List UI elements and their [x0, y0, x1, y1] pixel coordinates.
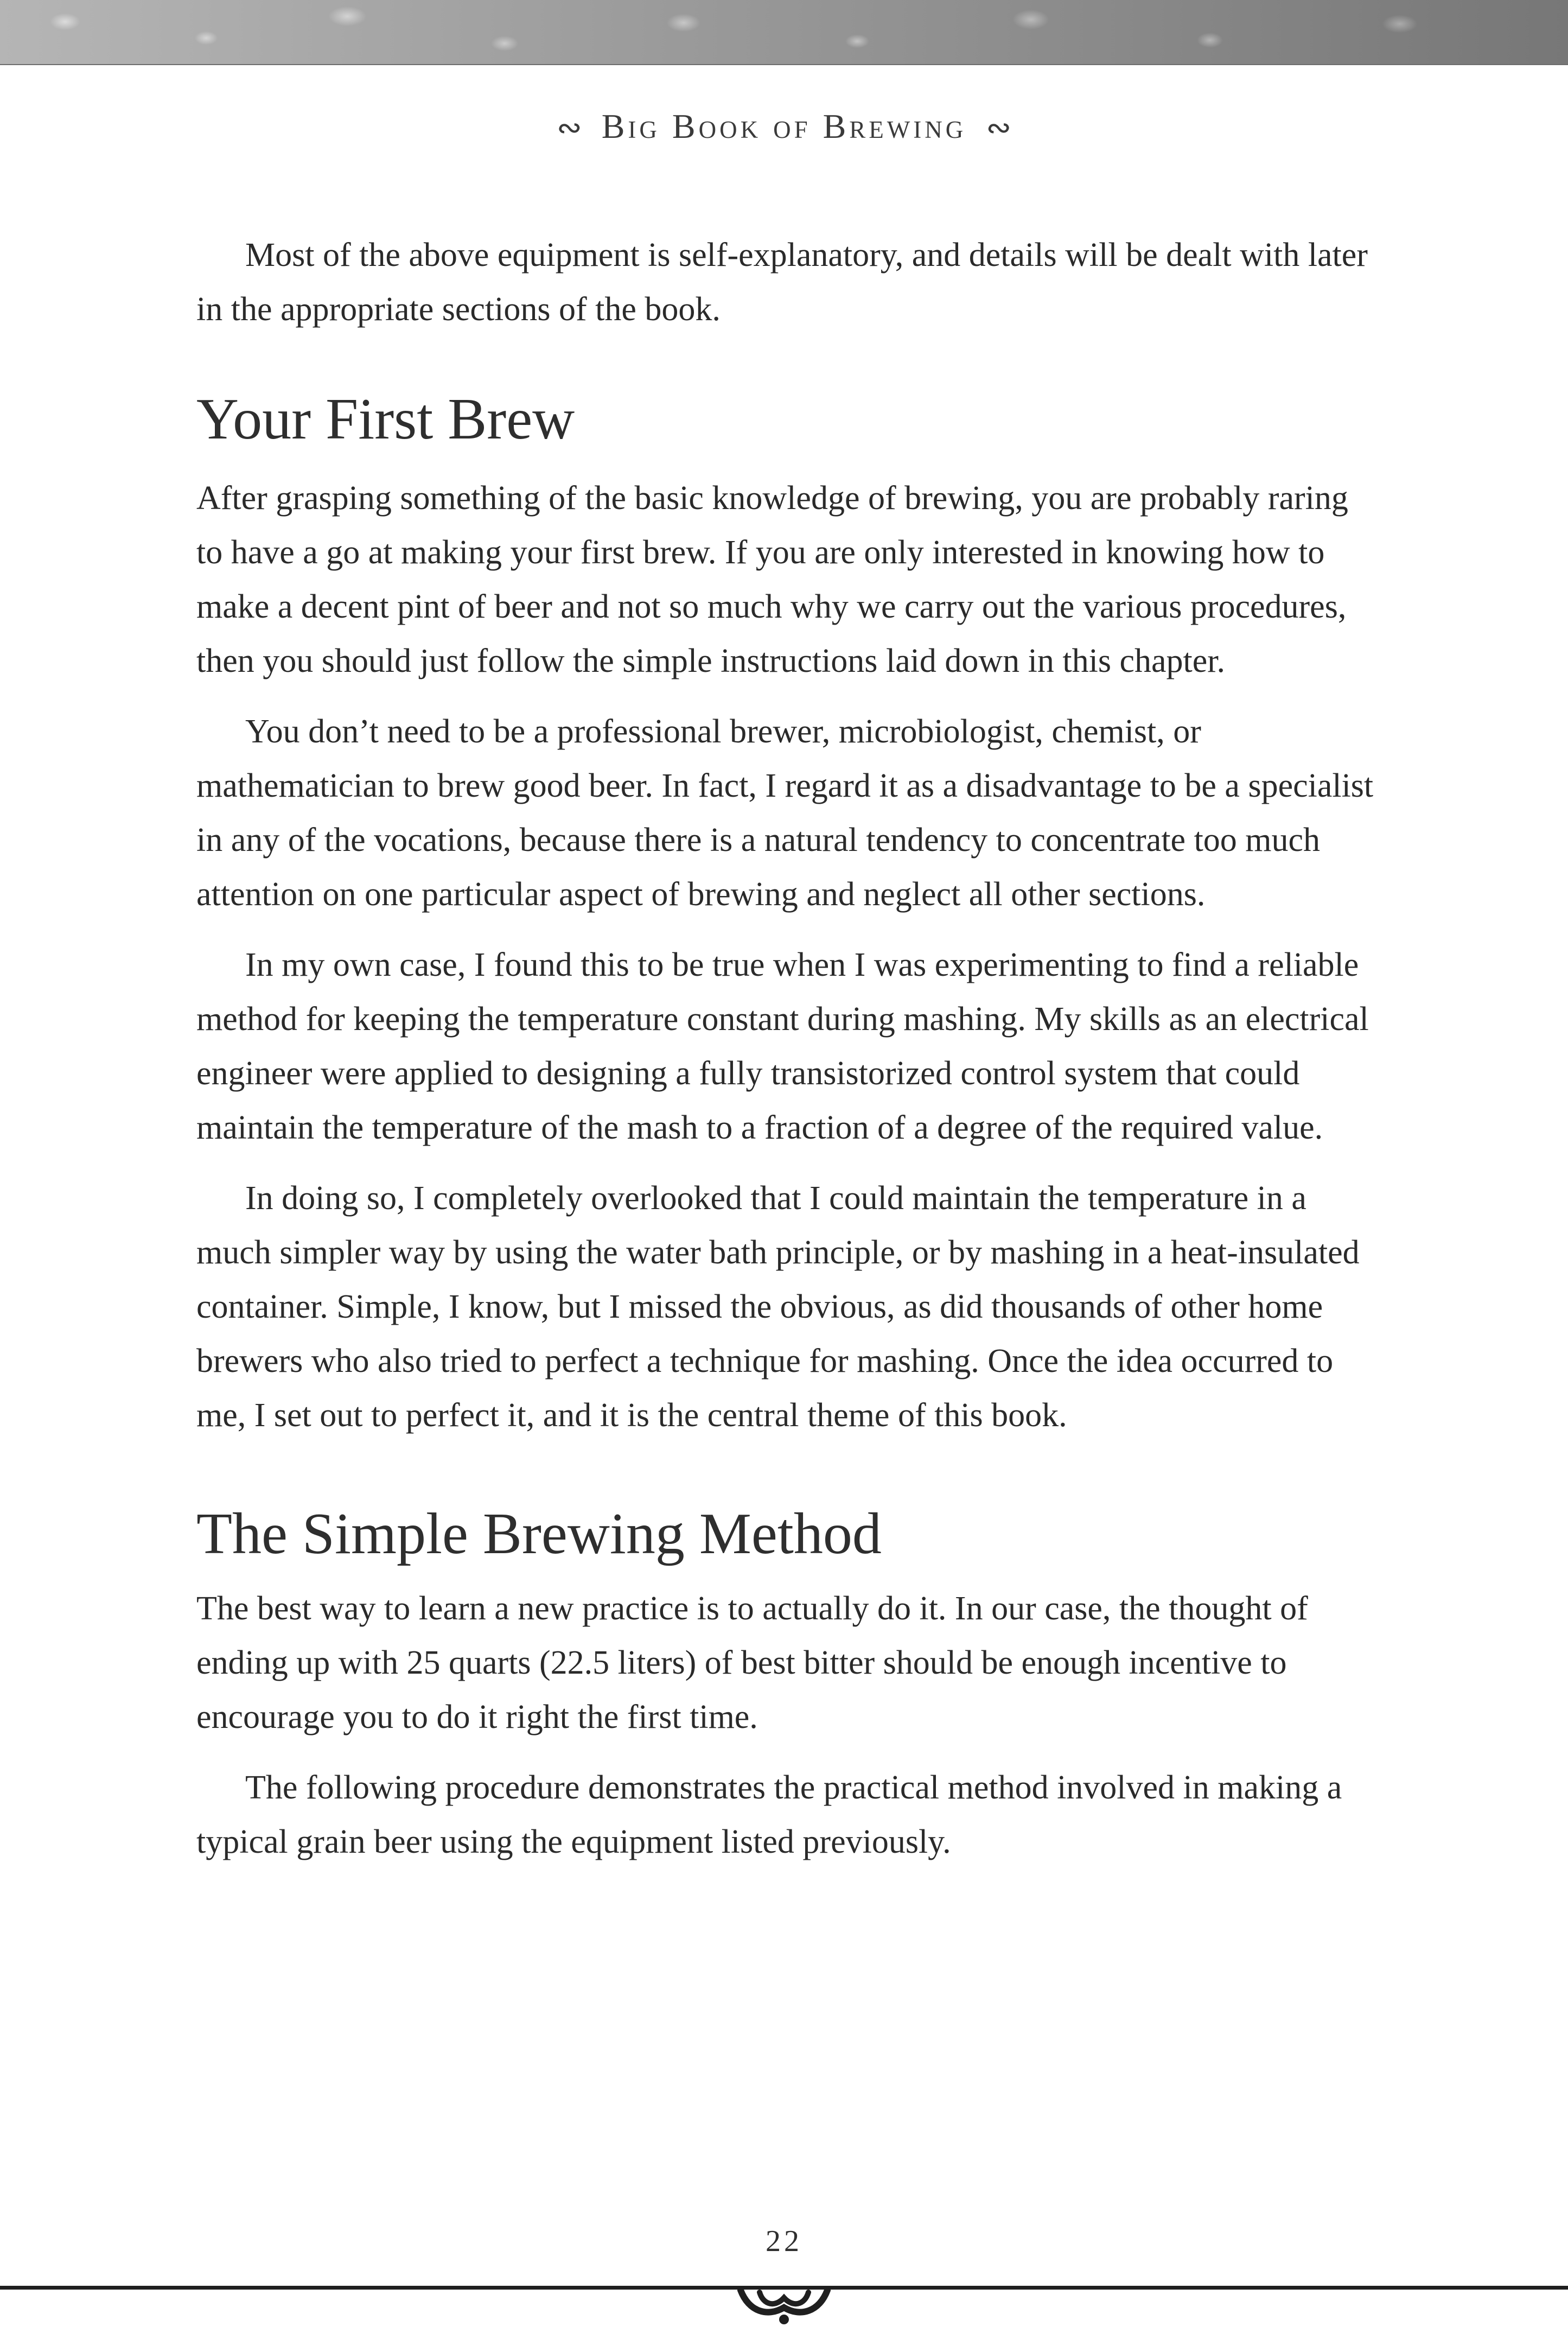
section-heading-your-first-brew: Your First Brew: [196, 387, 575, 452]
decorative-header-band: [0, 0, 1568, 65]
section1-paragraph-3: In my own case, I found this to be true when I was experimenting to find a reliable method for keeping the temperature constant during mashing. My skills as an electrical engineer were applied to designing a fully transistorized control system that could maintain the temperature of the mash to a fraction of a degree of the required value.: [196, 946, 1369, 1146]
section1-paragraph-1: After grasping something of the basic knowledge of brewing, you are probably raring to have a go at making your first brew. If you are only interested in knowing how to make a decent pint of beer and not so much why we carry out the various procedures, then you should just follow the simple instructions laid down in this chapter.: [196, 480, 1348, 679]
running-head-title: Big Book of Brewing: [601, 107, 967, 145]
right-ornament-icon: ∾: [986, 111, 1012, 145]
section1-paragraph-4: In doing so, I completely overlooked that I could maintain the temperature in a much simpler way by using the water bath principle, or by mashing in a heat-insulated container. Simple, I know, but I missed the obvious, as did thousands of other home brewers who also tried to perfect a technique for mashing. Once the idea occurred to me, I set out to perfect it, and it is the central theme of this book.: [196, 1180, 1360, 1434]
section1-paragraph-2: You don’t need to be a professional brewer, microbiologist, chemist, or mathematician to brew good beer. In fact, I regard it as a disadvantage to be a specialist in any of the vocations, because there is a natural tendency to concentrate too much attention on one particular aspect of brewing and neglect all other sections.: [196, 713, 1374, 913]
section2-paragraph-1: The best way to learn a new practice is to actually do it. In our case, the thought of ending up with 25 quarts (22.5 liters) of best bitter should be enough incentive to encourage you to do it right the first time.: [196, 1590, 1308, 1736]
footer-ornament-icon: [730, 2274, 838, 2334]
left-ornament-icon: ∾: [556, 111, 582, 145]
page-number: 22: [766, 2224, 802, 2258]
section-heading-simple-brewing-method: The Simple Brewing Method: [196, 1502, 882, 1566]
intro-paragraph: Most of the above equipment is self-explanatory, and details will be dealt with later in the appropriate sections of the book.: [196, 237, 1368, 328]
page-body: [196, 228, 1379, 1869]
running-head: [0, 106, 1568, 147]
section2-paragraph-2: The following procedure demonstrates the practical method involved in making a typical grain beer using the equipment listed previously.: [196, 1769, 1342, 1860]
